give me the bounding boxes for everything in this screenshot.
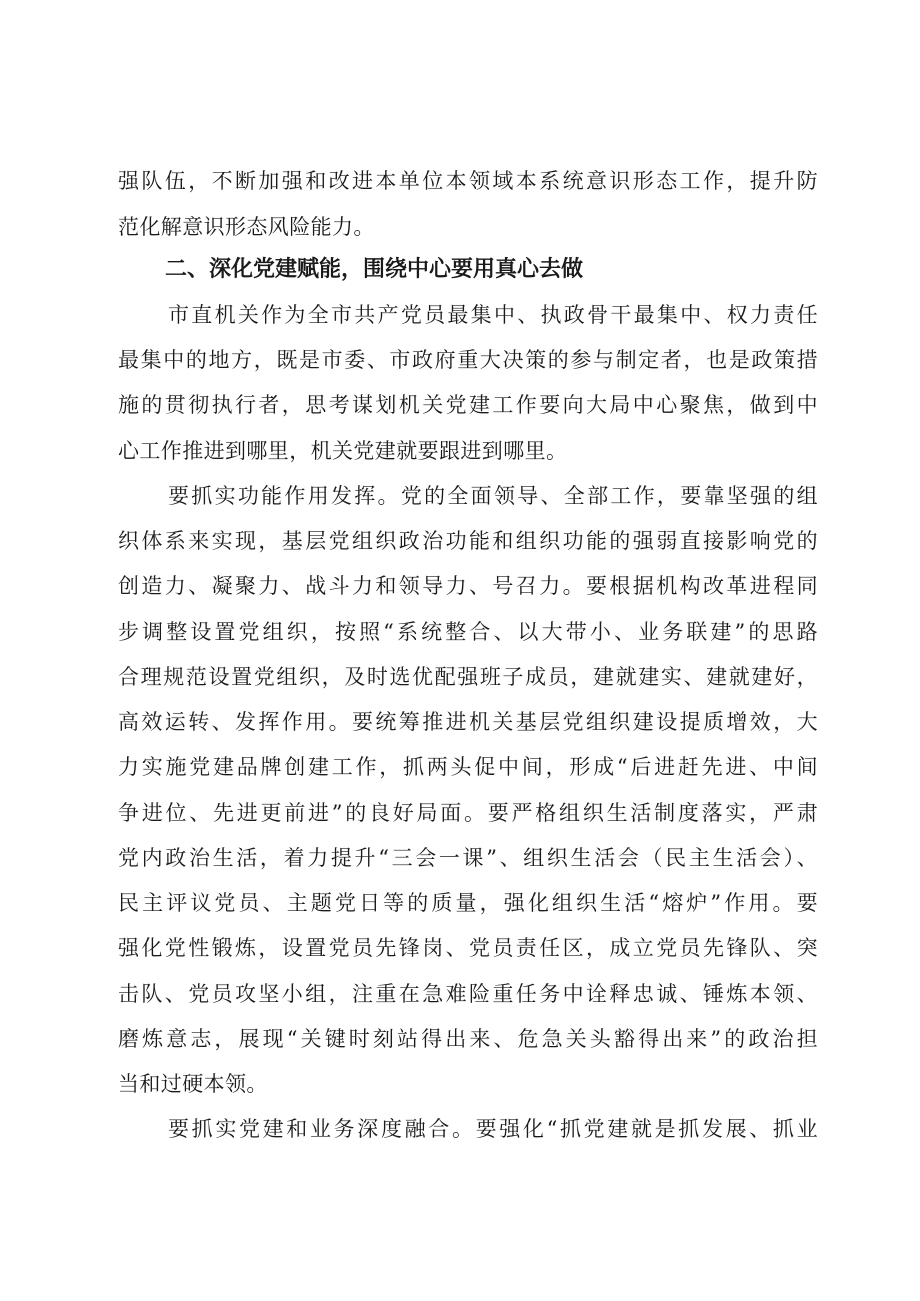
text-line: 强化党性锻炼，设置党员先锋岗、党员责任区，成立党员先锋队、突: [118, 936, 818, 960]
text-line: 击队、党员攻坚小组，注重在急难险重任务中诠释忠诚、锤炼本领、: [118, 982, 818, 1006]
paragraph-first-line: 要抓实功能作用发挥。党的全面领导、全部工作，要靠坚强的组: [168, 484, 818, 508]
text-line: 范化解意识形态风险能力。: [118, 215, 375, 239]
text-line: 争进位、先进更前进”的良好局面。要严格组织生活制度落实，严肃: [118, 801, 818, 825]
text-line: 施的贯彻执行者，思考谋划机关党建工作要向大局中心聚焦，做到中: [118, 393, 818, 417]
text-line: 强队伍，不断加强和改进本单位本领域本系统意识形态工作，提升防: [118, 169, 818, 193]
text-line: 当和过硬本领。: [118, 1072, 268, 1096]
paragraph-first-line: 要抓实党建和业务深度融合。要强化“抓党建就是抓发展、抓业: [168, 1117, 818, 1141]
text-line: 步调整设置党组织，按照“系统整合、以大带小、业务联建”的思路: [118, 620, 818, 644]
text-line: 党内政治生活，着力提升“三会一课”、组织生活会（民主生活会）、: [118, 846, 818, 870]
text-line: 合理规范设置党组织，及时选优配强班子成员，建就建实、建就建好，: [118, 665, 818, 689]
text-line: 最集中的地方，既是市委、市政府重大决策的参与制定者，也是政策措: [118, 348, 818, 372]
paragraph-first-line: 市直机关作为全市共产党员最集中、执政骨干最集中、权力责任: [168, 303, 818, 327]
text-line: 磨炼意志，展现“关键时刻站得出来、危急关头豁得出来”的政治担: [118, 1027, 818, 1051]
text-line: 力实施党建品牌创建工作，抓两头促中间，形成“后进赶先进、中间: [118, 755, 818, 779]
text-line: 创造力、凝聚力、战斗力和领导力、号召力。要根据机构改革进程同: [118, 574, 818, 598]
text-line: 民主评议党员、主题党日等的质量，强化组织生活“熔炉”作用。要: [118, 891, 818, 915]
section-heading: 二、深化党建赋能，围绕中心要用真心去做: [165, 257, 584, 282]
text-line: 心工作推进到哪里，机关党建就要跟进到哪里。: [118, 439, 568, 463]
text-line: 高效运转、发挥作用。要统筹推进机关基层党组织建设提质增效，大: [118, 710, 818, 734]
text-line: 织体系来实现，基层党组织政治功能和组织功能的强弱直接影响党的: [118, 529, 818, 553]
